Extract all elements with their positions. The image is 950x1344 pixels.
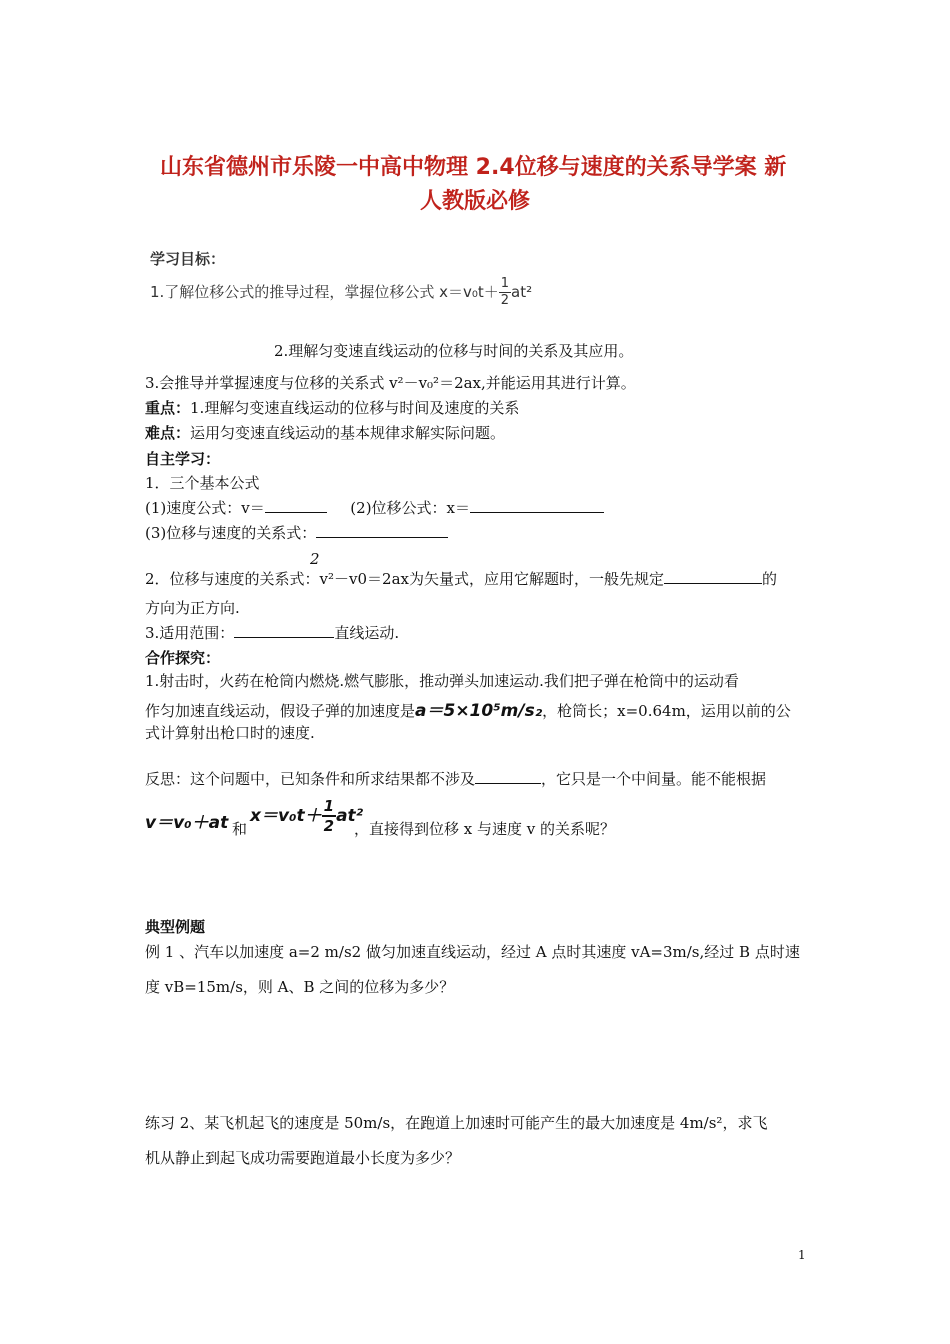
reflection-blank[interactable] xyxy=(475,769,541,784)
p1-line2-suffix: ，枪筒长；x=0.64m，运用以前的公 xyxy=(542,702,791,720)
and-text: 和 xyxy=(232,820,248,838)
example-2-line2: 机从静止到起飞成功需要跑道最小长度为多少？ xyxy=(145,1149,461,1167)
reflection-line1 xyxy=(145,768,766,789)
cooperation-p1-line1: 1.射击时，火药在枪筒内燃烧.燃气膨胀，推动弹头加速运动.我们把子弹在枪筒中的运动看 xyxy=(145,672,739,690)
velocity-time-formula: v＝v₀＋at xyxy=(145,813,229,833)
reflection-prefix: 反思：这个问题中，已知条件和所求结果都不涉及 xyxy=(145,770,476,788)
goals-heading: 学习目标： xyxy=(150,250,226,268)
key-text: 1.理解匀变速直线运动的位移与时间及速度的关系 xyxy=(190,399,520,417)
formula-x-suffix: at² xyxy=(336,806,364,826)
goal-item-1-fraction xyxy=(499,276,511,309)
relation-formula-blank[interactable] xyxy=(316,523,448,538)
goal-item-2: 2.理解匀变速直线运动的位移与时间的关系及其应用。 xyxy=(274,342,634,360)
item-3-label: 3.适用范围： xyxy=(145,624,235,642)
difficulty-points xyxy=(145,422,505,443)
formula-x-fraction xyxy=(322,797,336,835)
p1-line2-prefix: 作匀加速直线运动，假设子弹的加速度是 xyxy=(145,702,416,720)
cooperation-p1-line2 xyxy=(145,696,791,721)
difficulty-label: 难点： xyxy=(145,424,191,442)
example-1-line1: 例 1 、汽车以加速度 a=2 m/s2 做匀加速直线运动，经过 A 点时其速度 vA=3m/s,经过 B 点时速 xyxy=(145,943,800,961)
examples-heading: 典型例题 xyxy=(145,918,206,936)
velocity-formula-label: (1)速度公式：v＝ xyxy=(145,499,265,517)
reflection-line2: ，直接得到位移 x 与速度 v 的关系呢？ xyxy=(354,820,616,838)
relation-formula-line xyxy=(145,522,448,543)
cooperation-heading: 合作探究： xyxy=(145,649,221,667)
self-study-heading: 自主学习： xyxy=(145,450,221,468)
fraction-numerator: 1 xyxy=(500,276,510,291)
item-3-blank[interactable] xyxy=(234,623,334,638)
key-label: 重点： xyxy=(145,399,191,417)
superscript-2: 2 xyxy=(310,550,320,568)
goal-item-3: 3.会推导并掌握速度与位移的关系式 v²－v₀²＝2ax,并能运用其进行计算。 xyxy=(145,374,636,392)
item-3-suffix: 直线运动. xyxy=(334,624,400,642)
difficulty-text: 运用匀变速直线运动的基本规律求解实际问题。 xyxy=(190,424,506,442)
reflection-suffix: ，它只是一个中间量。能不能根据 xyxy=(541,770,767,788)
fraction-denominator: 2 xyxy=(323,817,335,835)
item-2-text: 2．位移与速度的关系式：v²－v0＝2ax为矢量式，应用它解题时，一般先规定 xyxy=(145,570,664,588)
displacement-formula-label: (2)位移公式：x＝ xyxy=(350,499,471,517)
self-study-item-3 xyxy=(145,622,399,643)
cooperation-p1-line3: 式计算射出枪口时的速度. xyxy=(145,724,315,742)
item-2-suffix: 的 xyxy=(762,570,778,588)
example-2-line1: 练习 2、某飞机起飞的速度是 50m/s，在跑道上加速时可能产生的最大加速度是 4m/s²，求飞 xyxy=(145,1114,768,1132)
velocity-formula-line xyxy=(145,497,604,518)
key-points xyxy=(145,397,519,418)
relation-formula-label: (3)位移与速度的关系式： xyxy=(145,524,317,542)
acceleration-formula: a＝5×10⁵m/s₂ xyxy=(415,701,543,721)
displacement-time-formula xyxy=(250,796,363,836)
goal-item-1-prefix: 1.了解位移公式的推导过程，掌握位移公式 x＝v₀t＋ xyxy=(150,283,499,301)
self-study-item-2-line2: 方向为正方向. xyxy=(145,599,240,617)
formula-x-prefix: x＝v₀t＋ xyxy=(250,806,322,826)
fraction-denominator: 2 xyxy=(500,293,510,308)
page-number: 1 xyxy=(798,1248,806,1262)
fraction-numerator: 1 xyxy=(323,797,335,815)
goal-item-1 xyxy=(150,274,532,310)
item-2-blank[interactable] xyxy=(664,569,762,584)
self-study-item-2 xyxy=(145,568,777,589)
example-1-line2: 度 vB=15m/s，则 A、B 之间的位移为多少？ xyxy=(145,978,455,996)
displacement-formula-blank[interactable] xyxy=(470,498,604,513)
document-title-line2: 人教版必修 xyxy=(420,189,531,214)
goal-item-1-suffix: at² xyxy=(511,283,533,301)
self-study-item-1: 1．三个基本公式 xyxy=(145,474,260,492)
velocity-formula-blank[interactable] xyxy=(265,498,327,513)
document-title-line1: 山东省德州市乐陵一中高中物理 2.4位移与速度的关系导学案 新 xyxy=(160,155,787,180)
